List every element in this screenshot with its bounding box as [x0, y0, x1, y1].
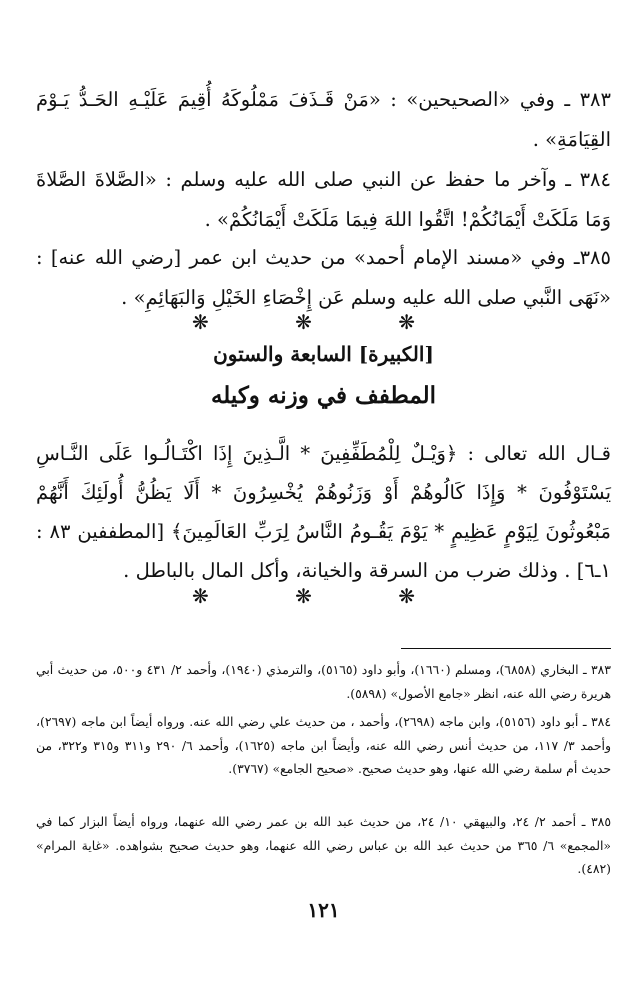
section-separator: ❋ ❋ ❋	[192, 310, 455, 334]
hadith-383-paragraph: ٣٨٣ ـ وفي «الصحيحين» : «مَنْ قَـذَفَ مَمْلُوكَهُ أُقِيمَ عَلَيْـهِ الحَـدُّ يَـوْمَ القِيَامَةِ» .	[36, 88, 611, 151]
page-number: ١٢١	[307, 898, 340, 922]
footnote-385: ٣٨٥ ـ أحمد ٢/ ٢٤، والبيهقي ١٠/ ٢٤، من حديث عبد الله بن عمر رضي الله عنهما، ورواه أيضاً البزار كما في «المجمع» ٦/ ٣٦٥ من حديث عبد الله بن عباس رضي الله عنهما، وهو حديث صحيح بشواهده. «غاية المرام» (٤٨٢).	[36, 814, 611, 876]
hadith-384-paragraph: ٣٨٤ ـ وآخر ما حفظ عن النبي صلى الله عليه وسلم : «الصَّلاةَ الصَّلاةَ وَمَا مَلَكَتْ أَيْمَانُكُمْ! اتَّقُوا اللهَ فِيمَا مَلَكَتْ أَيْمَانُكُمْ» .	[36, 168, 611, 231]
section-separator-end: ❋ ❋ ❋	[192, 584, 455, 608]
chapter-intro-paragraph: قـال الله تعالى : ﴿وَيْـلٌ لِلْمُطَفِّفِينَ * الَّـذِينَ إِذَا اكْتَـالُـوا عَلَى النَّـاسِ يَسْتَوْفُونَ * وَإِذَا كَالُوهُمْ أَوْ وَزَنُوهُمْ يُخْسِرُونَ * أَلَا يَظُنُّ أُولَئِكَ أَنَّهُمْ مَبْعُوثُونَ لِيَوْمٍ عَظِيمٍ * يَوْمَ يَقُـومُ النَّاسُ لِرَبِّ العَالَمِينَ﴾ [المطففين ٨٣ : ١ـ٦] . وذلك ضرب من السرقة والخيانة، وأكل المال بالباطل .	[36, 442, 612, 582]
hadith-385-paragraph: ٣٨٥ـ وفي «مسند الإمام أحمد» من حديث ابن عمر [رضي الله عنه] : «نَهَى النَّبي صلى الله عليه وسلم عَن إِخْصَاءِ الخَيْلِ وَالبَهَائِمِ» .	[36, 246, 611, 309]
chapter-title: المطفف في وزنه وكيله	[210, 382, 437, 409]
footnote-383: ٣٨٣ ـ البخاري (٦٨٥٨)، ومسلم (١٦٦٠)، وأبو داود (٥١٦٥)، والترمذي (١٩٤٠)، وأحمد ٢/ ٤٣١ و٥٠٠، من حديث أبي هريرة رضي الله عنه، انظر «جامع الأصول» (٥٨٩٨).	[36, 662, 611, 701]
chapter-number: [الكبيرة] السابعة والستون	[213, 342, 434, 366]
book-page	[36, 0, 611, 991]
footnote-rule	[401, 648, 611, 649]
footnote-384: ٣٨٤ ـ أبو داود (٥١٥٦)، وابن ماجه (٢٦٩٨)، وأحمد ، من حديث علي رضي الله عنه. ورواه أيضاً ابن ماجه (٢٦٩٧)، وأحمد ٣/ ١١٧، من حديث أنس رضي الله عنه، وأيضاً ابن ماجه (١٦٢٥)، وأحمد ٦/ ٢٩٠ و٣١١ و٣١٥ و٣٢٢، من حديث أم سلمة رضي الله عنها، وهو حديث صحيح. «صحيح الجامع» (٣٧٦٧).	[36, 714, 611, 776]
